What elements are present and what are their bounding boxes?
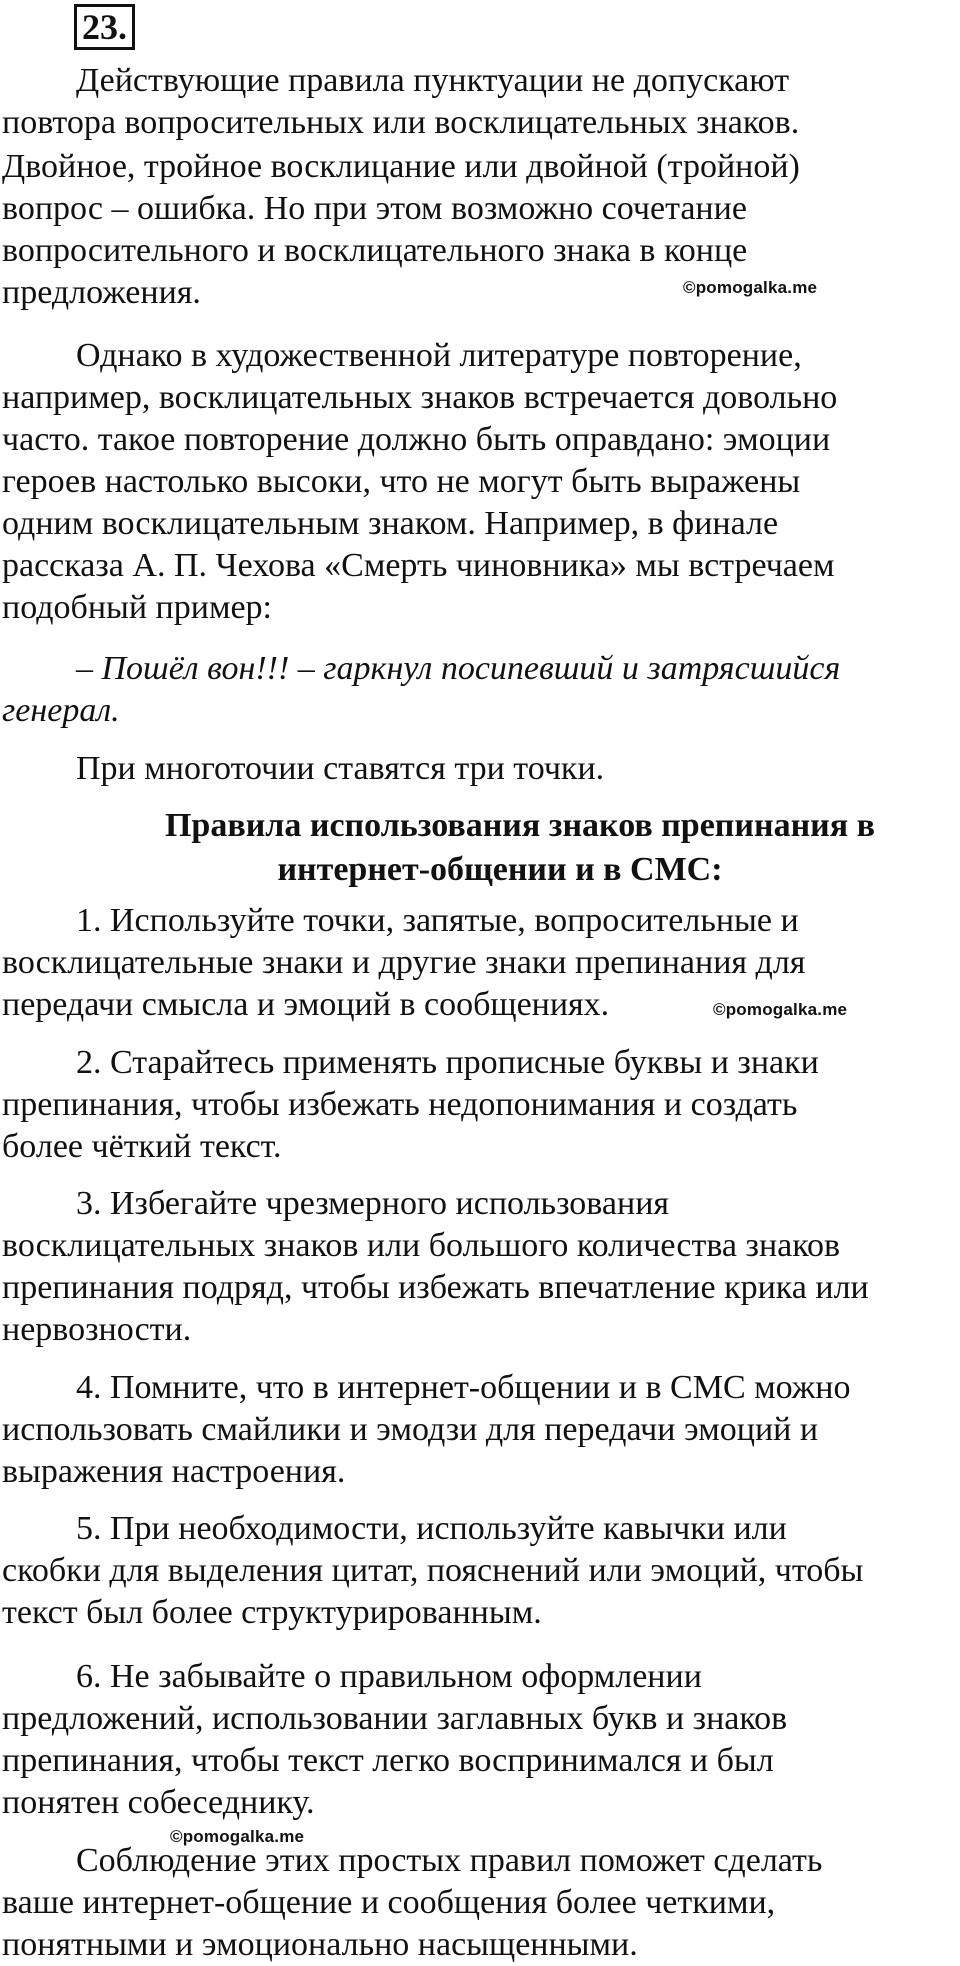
text-line: 4. Помните, что в интернет-общении и в СМС можно — [76, 1369, 851, 1406]
text-line: 2. Старайтесь применять прописные буквы и знаки — [76, 1044, 819, 1081]
rule-item-6 — [2, 1656, 958, 1824]
watermark: ©pomogalka.me — [683, 278, 818, 297]
text-line: препинания, чтобы избежать недопонимания и создать — [2, 1086, 798, 1123]
heading-line: интернет-общении и в СМС: — [277, 851, 723, 888]
text-line: предложения. — [2, 274, 201, 311]
text-line: например, восклицательных знаков встречается довольно — [2, 379, 838, 416]
text-line: героев настолько высоки, что не могут быть выражены — [2, 463, 801, 500]
text-line: При многоточии ставятся три точки. — [76, 750, 605, 787]
text-line: восклицательных знаков или большого количества знаков — [2, 1227, 841, 1264]
text-line: скобки для выделения цитат, пояснений или эмоций, чтобы — [2, 1552, 864, 1589]
text-line: 6. Не забывайте о правильном оформлении — [76, 1658, 702, 1695]
text-line: использовать смайлики и эмодзи для передачи эмоций и — [2, 1411, 819, 1448]
quote-paragraph — [2, 648, 958, 732]
text-line: передачи смысла и эмоций в сообщениях. — [2, 986, 610, 1023]
text-line: восклицательные знаки и другие знаки препинания для — [2, 944, 806, 981]
text-line: – Пошёл вон!!! – гаркнул посипевший и затрясшийся — [76, 650, 841, 687]
text-line: Действующие правила пунктуации не допускают — [76, 62, 790, 99]
conclusion-paragraph — [2, 1840, 958, 1966]
text-line: Однако в художественной литературе повторение, — [76, 337, 802, 374]
text-line: Двойное, тройное восклицание или двойной (тройной) — [2, 148, 800, 185]
rules-heading — [0, 804, 960, 892]
rule-item-4 — [2, 1367, 958, 1493]
text-line: часто. такое повторение должно быть оправдано: эмоции — [2, 421, 831, 458]
text-line: подобный пример: — [2, 589, 272, 626]
text-line: понятен собеседнику. — [2, 1784, 315, 1821]
text-line: 1. Используйте точки, запятые, вопросительные и — [76, 902, 799, 939]
text-line: 5. При необходимости, используйте кавычки или — [76, 1510, 787, 1547]
heading-line: Правила использования знаков препинания в — [164, 807, 875, 844]
intro-paragraph — [2, 60, 958, 314]
text-line: 3. Избегайте чрезмерного использования — [76, 1185, 670, 1222]
rule-item-3 — [2, 1183, 958, 1351]
text-line: рассказа А. П. Чехова «Смерть чиновника» мы встречаем — [2, 547, 835, 584]
text-line: вопросительного и восклицательного знака в конце — [2, 232, 748, 269]
ellipsis-note — [2, 748, 958, 790]
rule-item-2 — [2, 1042, 958, 1168]
text-line: вопрос – ошибка. Но при этом возможно сочетание — [2, 190, 747, 227]
text-line: текст был более структурированным. — [2, 1594, 542, 1631]
text-line: Соблюдение этих простых правил поможет сделать — [76, 1842, 823, 1879]
text-line: одним восклицательным знаком. Например, в финале — [2, 505, 779, 542]
literature-paragraph — [2, 335, 958, 629]
rule-item-5 — [2, 1508, 958, 1634]
text-line: препинания подряд, чтобы избежать впечатление крика или — [2, 1269, 869, 1306]
text-line: нервозности. — [2, 1311, 192, 1348]
text-line: понятными и эмоционально насыщенными. — [2, 1926, 638, 1963]
text-line: повтора вопросительных или восклицательных знаков. — [2, 104, 800, 141]
watermark: ©pomogalka.me — [713, 1000, 848, 1019]
text-line: выражения настроения. — [2, 1453, 346, 1490]
text-line: ваше интернет-общение и сообщения более четкими, — [2, 1884, 776, 1921]
text-line: более чёткий текст. — [2, 1128, 282, 1165]
text-line: генерал. — [2, 692, 120, 729]
task-number: 23. — [74, 4, 135, 50]
text-line: препинания, чтобы текст легко воспринимался и был — [2, 1742, 774, 1779]
watermark: ©pomogalka.me — [170, 1827, 305, 1846]
text-line: предложений, использовании заглавных букв и знаков — [2, 1700, 788, 1737]
